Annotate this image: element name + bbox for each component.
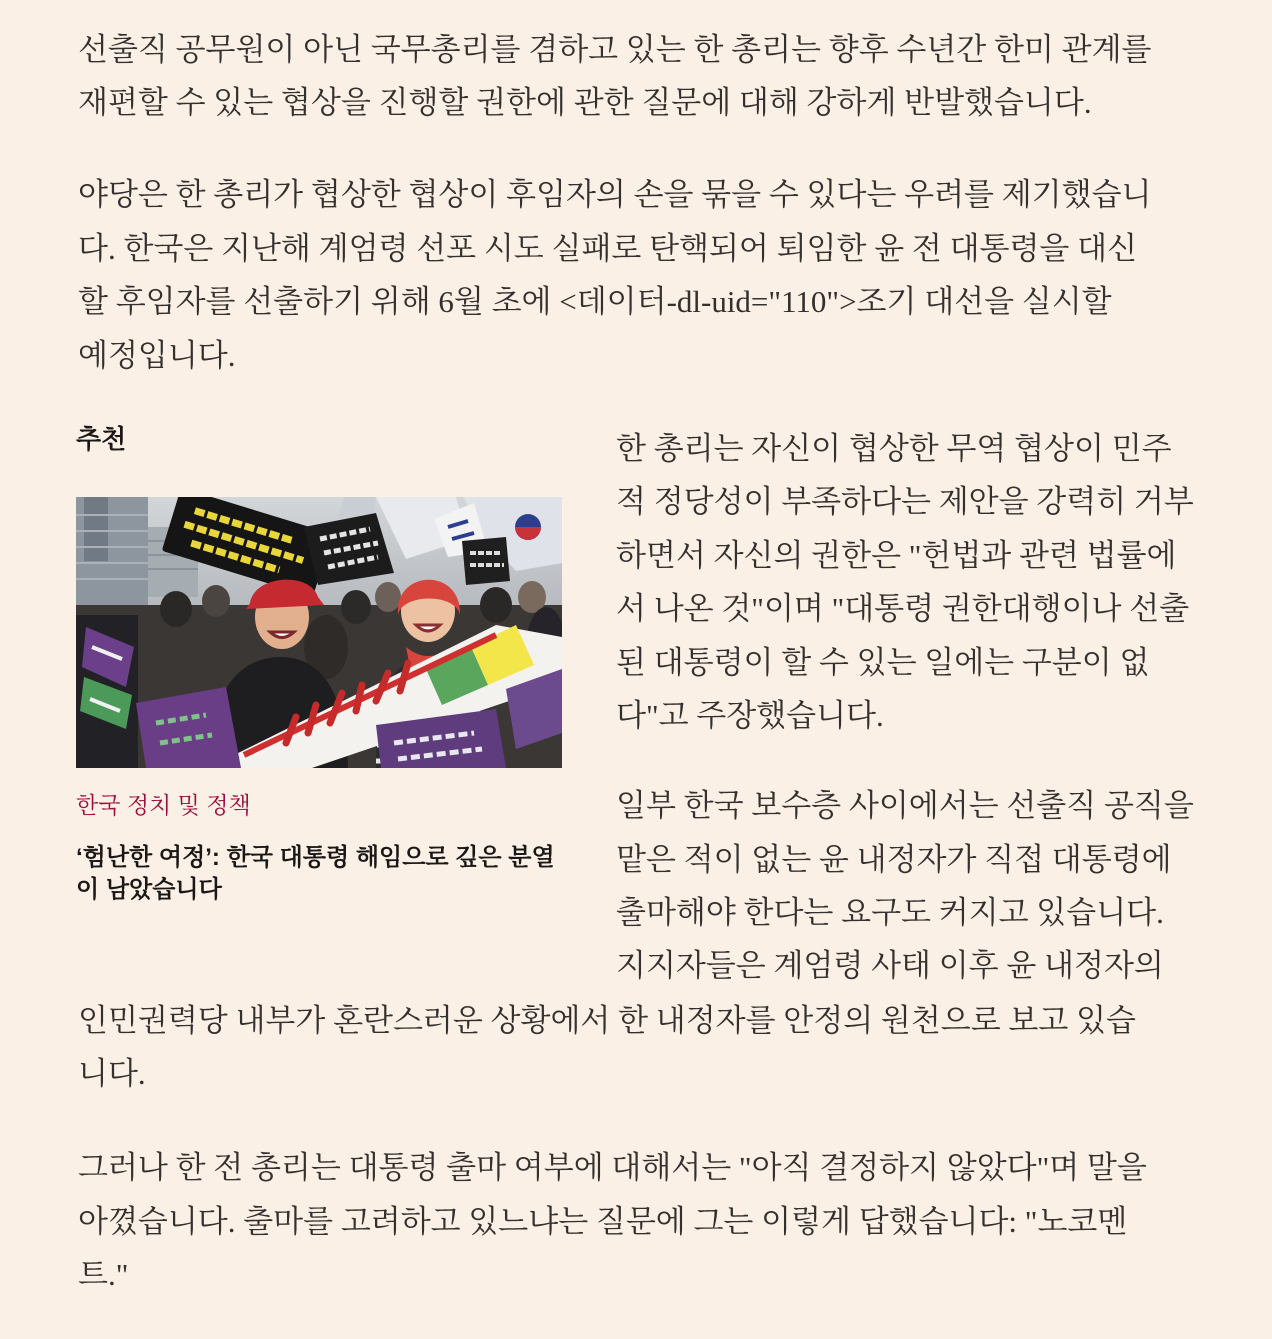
text-line: 야당은 한 총리가 협상한 협상이 후임자의 손을 묶을 수 있다는 우려를 제기했습니	[78, 177, 1152, 213]
article-image[interactable]	[76, 497, 562, 768]
text-line: 서 나온 것"이며 "대통령 권한대행이나 선출	[616, 591, 1190, 627]
recommended-label: 추천	[76, 424, 127, 454]
text-line: 일부 한국 보수층 사이에서는 선출직 공직을	[616, 788, 1194, 824]
article-paragraph-continued	[78, 994, 1238, 1101]
text-line: 재편할 수 있는 협상을 진행할 권한에 관한 질문에 대해 강하게 반발했습니다.	[78, 85, 1092, 121]
article-body-bottom	[78, 994, 1238, 1302]
text-line: 니다.	[78, 1056, 146, 1092]
recommended-aside	[76, 422, 562, 906]
text-line: 인민권력당 내부가 혼란스러운 상황에서 한 내정자를 안정의 원천으로 보고 있습	[78, 1002, 1136, 1038]
article-paragraph	[616, 422, 1238, 742]
text-line: 출마해야 한다는 요구도 커지고 있습니다.	[616, 895, 1164, 931]
text-line: 한 총리는 자신이 협상한 무역 협상이 민주	[616, 431, 1172, 466]
text-line: 지지자들은 계엄령 사태 이후 윤 내정자의	[616, 948, 1164, 984]
text-line: 다. 한국은 지난해 계엄령 선포 시도 실패로 탄핵되어 퇴임한 윤 전 대통령을 대신	[78, 230, 1138, 266]
article-paragraph	[78, 1141, 1238, 1301]
recommended-headline-link[interactable]: ‘험난한 여정’: 한국 대통령 해임으로 깊은 분열이 남았습니다	[76, 844, 555, 903]
text-line: 다"고 주장했습니다.	[616, 697, 884, 733]
text-line: 맡은 적이 없는 윤 내정자가 직접 대통령에	[616, 841, 1172, 877]
text-line: 예정입니다.	[78, 337, 236, 373]
text-line: 그러나 한 전 총리는 대통령 출마 여부에 대해서는 "아직 결정하지 않았다"며 말을	[78, 1150, 1147, 1186]
article-body-right-column	[616, 422, 1238, 993]
article-paragraph	[616, 779, 1238, 993]
text-line: 선출직 공무원이 아닌 국무총리를 겸하고 있는 한 총리는 향후 수년간 한미 관계를	[78, 32, 1152, 67]
text-line: 하면서 자신의 권한은 "헌법과 관련 법률에	[616, 537, 1177, 573]
person	[76, 615, 138, 768]
text-line: 된 대통령이 할 수 있는 일에는 구분이 없	[616, 644, 1150, 680]
article-paragraph	[78, 23, 1238, 130]
article-body-top	[78, 23, 1238, 382]
text-line: 트."	[78, 1257, 129, 1293]
text-line: 할 후임자를 선출하기 위해 6월 초에 <데이터-dl-uid="110">조기 대선을 실시할	[78, 284, 1112, 320]
recommended-category-link[interactable]: 한국 정치 및 정책	[76, 792, 251, 818]
text-line: 적 정당성이 부족하다는 제안을 강력히 거부	[616, 484, 1194, 520]
article-paragraph	[78, 168, 1238, 382]
text-line: 아꼈습니다. 출마를 고려하고 있느냐는 질문에 그는 이렇게 답했습니다: "노코멘	[78, 1203, 1128, 1239]
